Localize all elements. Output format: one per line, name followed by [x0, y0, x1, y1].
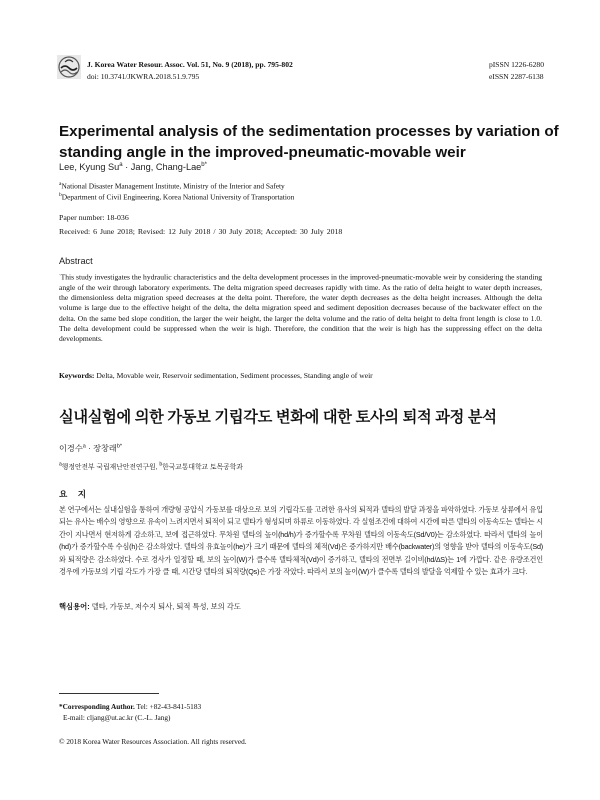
author-sup: b*: [201, 162, 207, 168]
affiliation-text: National Disaster Management Institute, Ministry of the Interior and Safety: [61, 181, 285, 191]
keywords: [59, 371, 542, 380]
received-dates: Received: 6 June 2018; Revised: 12 July 2018 / 30 July 2018; Accepted: 30 July 2018: [59, 227, 343, 236]
author-separator: ·: [85, 444, 94, 453]
keywords-label: 핵심용어:: [59, 602, 90, 611]
corresponding-label: *Corresponding Author.: [59, 702, 135, 711]
journal-citation: [87, 59, 293, 83]
korean-abstract-text: 본 연구에서는 실내실험을 통하여 개량형 공압식 가동보를 대상으로 보의 기립각도를 고려한 유사의 퇴적과 델타의 발달 과정을 파악하였다. 가동보 상류에서 유입되는 유사는 배수의 영향으로 유속이 느려지면서 퇴적이 되고 델타가 형성되며 하류로 이동하였다. 각 실험조건에 대하여 시간에 따른 델타의 이동속도는 델타는 시간이 지나면서 현저하게 감소하고, 보에 접근하였다. 무차원 델타의 높이(hd/h)가 증가할수록 무차원 델타의 이동속도(Sd/V0)는 감소하였다. 따라서 델타의 높이(hd)가 증가할수록 수심(h)은 감소하였다. 델타의 유효높이(he)가 크기 때문에 델타의 체적(Vd)은 증가하지만 배수(backwater)의 영향을 받아 델타의 이동속도(Sd)와 퇴적량은 감소하였다. 수로 경사가 일정할 때, 보의 높이(W)가 클수록 델타체적(Vd)이 증가하고, 델타의 전면부 길이비(hd/∆S)는 1에 가깝다. 같은 유량조건인 경우에 가동보의 기립 각도가 가장 클 때, 시간당 델타의 퇴적량(Qs)은 가장 작았다. 따라서 보의 높이(W)가 클수록 델타의 발달을 억제할 수 있는 효과가 크다.: [59, 506, 543, 577]
paper-title: Experimental analysis of the sedimentation processes by variation of standing angle in the improved-pneumatic-movable weir: [59, 123, 559, 161]
author-name: Lee, Kyung Su: [59, 162, 120, 173]
author-name: 이경수: [59, 444, 83, 453]
footnote-divider: [59, 693, 159, 694]
korean-author-list: [59, 443, 122, 454]
email: E-mail: cljang@ut.ac.kr (C.-L. Jang): [63, 712, 171, 722]
affiliation-text: Department of Civil Engineering, Korea National University of Transportation: [61, 192, 295, 202]
affiliation-sup: a: [59, 461, 62, 468]
author-sup: a: [82, 443, 86, 450]
author-list: [59, 162, 207, 172]
keywords-label: Keywords:: [59, 371, 95, 380]
copyright: © 2018 Korea Water Resources Association. All rights reserved.: [59, 737, 247, 746]
paper-number: Paper number: 18-036: [59, 213, 129, 222]
affiliation-sup: b: [59, 192, 62, 198]
affiliation-sup: a: [59, 181, 62, 187]
journal-name: J. Korea Water Resour. Assoc. Vol. 51, No. 9 (2018), pp. 795-802: [87, 60, 293, 69]
keywords-list: 델타, 가동보, 저수지 퇴사, 퇴적 특성, 보의 각도: [89, 602, 241, 611]
affiliation-text: 한국교통대학교 토목공학과: [162, 464, 243, 471]
eissn: eISSN 2287-6138: [488, 72, 544, 81]
affiliation-sup: b: [159, 461, 163, 468]
author-name: Jang, Chang-Lae: [130, 162, 202, 173]
korean-title: 실내실험에 의한 가동보 기립각도 변화에 대한 토사의 퇴적 과정 분석: [59, 409, 497, 426]
author-name: 장창래: [93, 444, 117, 453]
doi: doi: 10.3741/JKWRA.2018.51.9.795: [87, 72, 200, 81]
corresponding-author: [59, 702, 201, 723]
korean-keywords: [59, 602, 543, 612]
keywords-list: Delta, Movable weir, Reservoir sedimentation, Sediment processes, Standing angle of weir: [94, 371, 373, 380]
journal-logo-icon: [57, 55, 81, 79]
author-sup: b*: [116, 443, 123, 450]
author-sup: a: [119, 162, 123, 168]
abstract-heading: Abstract: [59, 256, 93, 266]
affiliation: [59, 190, 294, 202]
abstract-footnote-mark: ·: [59, 273, 61, 278]
korean-abstract-heading: 요 지: [59, 489, 90, 499]
issn-block: [489, 59, 544, 83]
affiliation-text: 행정안전부 국립재난안전연구원,: [61, 464, 160, 471]
korean-affiliations: [59, 461, 243, 471]
abstract-text: [59, 271, 542, 345]
author-separator: ·: [122, 162, 131, 173]
abstract-body: This study investigates the hydraulic characteristics and the delta development processes in the improved-pneumatic-movable weir by considering the standing angle of the weir through laboratory experiments. The delta migration speed decreases rapidly with time. As the ratio of delta height to water depth increases, the dimensionless delta migration speed decreases at the delta point. Therefore, the water depth decreases as the delta height increases. Although the delta volume is large due to the effective height of the delta, the delta migration speed and sediment deposition decreases because of the backwater effect on the delta. On the same bed slope condition, the larger the weir height, the larger the delta volume and the ratio of delta height to delta front length is close to 1.0. The delta development could be suppressed when the weir is high. Therefore, the condition that the weir is high has the suppressing effect on the delta developments.: [59, 272, 542, 344]
pissn: pISSN 1226-6280: [488, 60, 544, 69]
telephone: Tel: +82-43-841-5183: [134, 702, 202, 711]
